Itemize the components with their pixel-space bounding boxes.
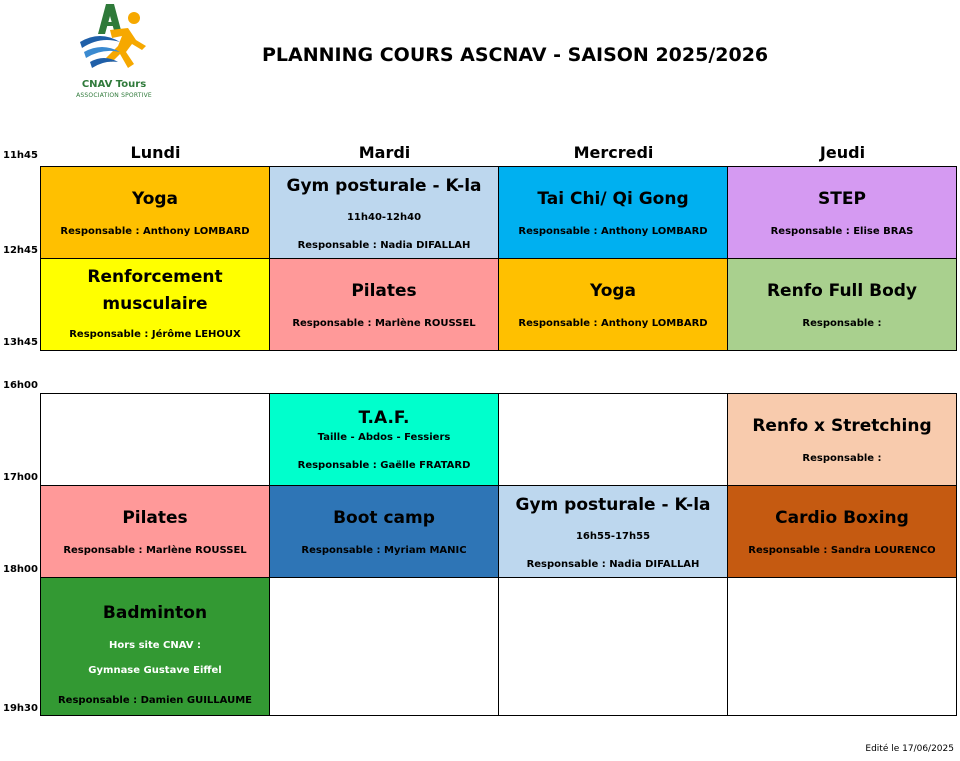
empty-cell	[40, 393, 270, 486]
course-name: Pilates	[122, 508, 188, 528]
time-label: 17h00	[3, 472, 38, 483]
course-responsible: Responsable : Gaëlle FRATARD	[297, 460, 471, 471]
course-cell	[498, 485, 728, 578]
empty-cell	[727, 577, 957, 716]
page-title: PLANNING COURS ASCNAV - SAISON 2025/2026	[262, 44, 769, 66]
time-label: 13h45	[3, 337, 38, 348]
course-name: Yoga	[589, 281, 637, 301]
time-label: 11h45	[3, 150, 38, 161]
course-subtitle: Taille - Abdos - Fessiers	[317, 432, 451, 443]
course-name: Boot camp	[333, 508, 435, 528]
logo-subtitle: ASSOCIATION SPORTIVE	[76, 92, 152, 99]
course-cell	[727, 258, 957, 351]
course-name-line2: musculaire	[102, 294, 208, 314]
time-label: 12h45	[3, 245, 38, 256]
course-hours: 16h55-17h55	[575, 531, 651, 542]
edit-date: Edité le 17/06/2025	[865, 744, 954, 754]
course-responsible: Responsable : Marlène ROUSSEL	[292, 318, 476, 329]
course-hours: 11h40-12h40	[346, 212, 422, 223]
course-responsible: Responsable : Anthony LOMBARD	[60, 226, 250, 237]
logo	[58, 2, 170, 102]
course-responsible: Responsable :	[802, 318, 882, 329]
course-name: Gym posturale - K-la	[515, 495, 711, 515]
course-responsible: Responsable : Nadia DIFALLAH	[297, 240, 471, 251]
course-cell	[727, 485, 957, 578]
course-name: Yoga	[131, 189, 179, 209]
runner-logo-icon	[76, 2, 154, 80]
course-cell	[498, 258, 728, 351]
course-cell	[40, 577, 270, 716]
course-name: STEP	[818, 189, 866, 209]
course-cell	[40, 258, 270, 351]
empty-cell	[269, 577, 499, 716]
course-responsible: Responsable : Nadia DIFALLAH	[526, 559, 700, 570]
course-name: Renfo Full Body	[766, 281, 918, 301]
course-cell	[269, 166, 499, 259]
day-header-mardi: Mardi	[358, 143, 411, 162]
course-responsible: Responsable : Jérôme LEHOUX	[69, 329, 241, 340]
course-name: Pilates	[351, 281, 417, 301]
course-responsible: Responsable : Elise BRAS	[770, 226, 914, 237]
time-label: 19h30	[3, 703, 38, 714]
course-location-note: Hors site CNAV :	[108, 640, 202, 651]
course-cell	[727, 393, 957, 486]
course-location: Gymnase Gustave Eiffel	[88, 665, 222, 676]
time-label: 18h00	[3, 564, 38, 575]
course-cell	[269, 258, 499, 351]
course-responsible: Responsable : Marlène ROUSSEL	[63, 545, 247, 556]
course-cell	[727, 166, 957, 259]
logo-text: CNAV Tours	[81, 79, 147, 90]
course-responsible: Responsable : Sandra LOURENCO	[748, 545, 936, 556]
day-header-lundi: Lundi	[130, 143, 181, 162]
time-label: 16h00	[3, 380, 38, 391]
course-cell	[498, 166, 728, 259]
empty-cell	[498, 393, 728, 486]
course-name: Tai Chi/ Qi Gong	[537, 189, 689, 209]
course-responsible: Responsable : Damien GUILLAUME	[57, 695, 253, 706]
day-header-mercredi: Mercredi	[573, 143, 654, 162]
day-header-jeudi: Jeudi	[819, 143, 866, 162]
course-cell	[40, 485, 270, 578]
course-cell	[269, 485, 499, 578]
course-name: Gym posturale - K-la	[286, 176, 482, 196]
course-responsible: Responsable : Anthony LOMBARD	[518, 226, 708, 237]
course-name: Cardio Boxing	[775, 508, 909, 528]
course-name: Badminton	[102, 603, 208, 623]
course-cell	[40, 166, 270, 259]
course-cell	[269, 393, 499, 486]
course-name-line1: Renforcement	[87, 267, 223, 287]
course-name: T.A.F.	[358, 408, 410, 428]
course-responsible: Responsable : Myriam MANIC	[301, 545, 467, 556]
course-responsible: Responsable :	[802, 453, 882, 464]
empty-cell	[498, 577, 728, 716]
course-name: Renfo x Stretching	[752, 416, 932, 436]
course-responsible: Responsable : Anthony LOMBARD	[518, 318, 708, 329]
